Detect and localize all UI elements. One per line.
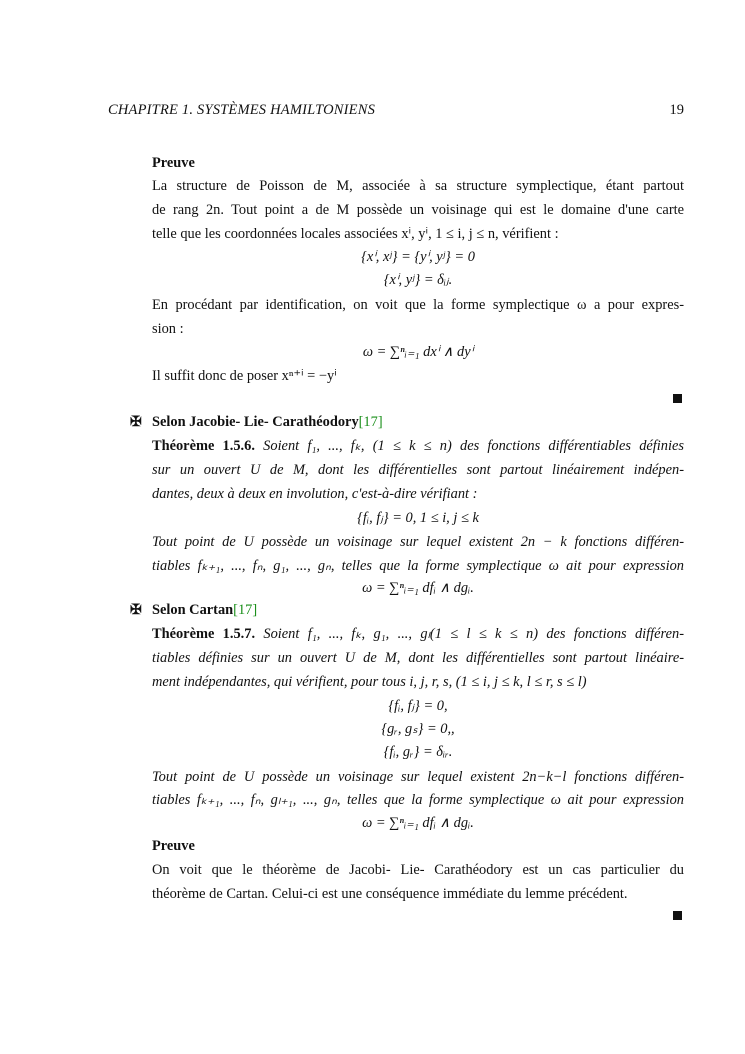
theorem-line: tiables fₖ₊₁, ..., fₙ, gₗ₊₁, ..., gₙ, telles que la forme symplectique ω ait pour expression bbox=[152, 792, 684, 808]
citation-link[interactable]: [17] bbox=[358, 414, 383, 430]
qed-square-icon bbox=[673, 394, 682, 403]
qed-square-icon bbox=[673, 911, 682, 920]
theorem-label: Théorème 1.5.6. bbox=[152, 438, 255, 454]
theorem-text: Soient f₁, ..., fₖ, (1 ≤ k ≤ n) des fonctions différentiables définies bbox=[263, 438, 684, 454]
equation: {xⁱ, xʲ} = {yⁱ, yʲ} = 0 bbox=[361, 249, 475, 265]
equation: {xⁱ, yʲ} = δᵢⱼ. bbox=[383, 272, 453, 288]
proof-line: Il suffit donc de poser xⁿ⁺ⁱ = −yⁱ bbox=[152, 368, 337, 384]
theorem-label: Théorème 1.5.7. bbox=[152, 626, 256, 642]
equation: ω = ∑ⁿᵢ₌₁ dfᵢ ∧ dgᵢ. bbox=[362, 815, 474, 831]
section-title: Selon Cartan bbox=[152, 602, 234, 618]
theorem-line bbox=[152, 438, 684, 455]
proof-line: sion : bbox=[152, 321, 184, 337]
equation: {fᵢ, fⱼ} = 0, 1 ≤ i, j ≤ k bbox=[357, 510, 479, 526]
section-title: Selon Jacobie- Lie- Carathéodory bbox=[152, 414, 359, 430]
equation: {gᵣ, gₛ} = 0,, bbox=[381, 721, 455, 737]
equation: {fᵢ, gᵣ} = δᵢᵣ. bbox=[383, 744, 453, 760]
theorem-line: dantes, deux à deux en involution, c'est-à-dire vérifiant : bbox=[152, 486, 478, 502]
equation: ω = ∑ⁿᵢ₌₁ dxⁱ ∧ dyⁱ bbox=[362, 344, 474, 360]
section-heading bbox=[130, 414, 383, 431]
proof-line: On voit que le théorème de Jacobi- Lie- Carathéodory est un cas particulier du bbox=[152, 862, 684, 878]
page-header bbox=[108, 102, 684, 120]
citation-link[interactable]: [17] bbox=[233, 602, 258, 618]
proof-title: Preuve bbox=[152, 838, 195, 854]
proof-line: théorème de Cartan. Celui-ci est une conséquence immédiate du lemme précédent. bbox=[152, 886, 628, 902]
theorem-line: ment indépendantes, qui vérifient, pour tous i, j, r, s, (1 ≤ i, j ≤ k, l ≤ r, s ≤ l) bbox=[152, 674, 587, 690]
theorem-line bbox=[152, 626, 684, 643]
chapter-title: CHAPITRE 1. SYSTÈMES HAMILTONIENS bbox=[108, 102, 376, 118]
proof-line: de rang 2n. Tout point a de M possède un voisinage qui est le domaine d'une carte bbox=[152, 202, 684, 218]
proof-line: La structure de Poisson de M, associée à sa structure symplectique, étant partout bbox=[152, 178, 684, 194]
theorem-line: Tout point de U possède un voisinage sur lequel existent 2n − k fonctions différen- bbox=[152, 534, 684, 550]
theorem-line: Tout point de U possède un voisinage sur lequel existent 2n−k−l fonctions différen- bbox=[152, 769, 684, 785]
theorem-text: Soient f₁, ..., fₖ, g₁, ..., gₗ(1 ≤ l ≤ k ≤ n) des fonctions différen- bbox=[263, 626, 684, 642]
proof-title: Preuve bbox=[152, 155, 195, 171]
proof-line: En procédant par identification, on voit que la forme symplectique ω a pour expres- bbox=[152, 297, 684, 313]
page-number: 19 bbox=[669, 102, 684, 118]
section-heading bbox=[130, 602, 258, 619]
maltese-cross-icon: ✠ bbox=[130, 603, 142, 618]
theorem-line: tiables définies sur un ouvert U de M, dont les différentielles sont partout linéaire- bbox=[152, 650, 684, 666]
proof-line: telle que les coordonnées locales associées xⁱ, yⁱ, 1 ≤ i, j ≤ n, vérifient : bbox=[152, 226, 559, 242]
theorem-line: tiables fₖ₊₁, ..., fₙ, g₁, ..., gₙ, telles que la forme symplectique ω ait pour expression bbox=[152, 558, 684, 574]
theorem-line: sur un ouvert U de M, dont les différentielles sont partout linéairement indépen- bbox=[152, 462, 684, 478]
equation: ω = ∑ⁿᵢ₌₁ dfᵢ ∧ dgᵢ. bbox=[362, 580, 474, 596]
equation: {fᵢ, fⱼ} = 0, bbox=[388, 698, 448, 714]
maltese-cross-icon: ✠ bbox=[130, 415, 142, 430]
